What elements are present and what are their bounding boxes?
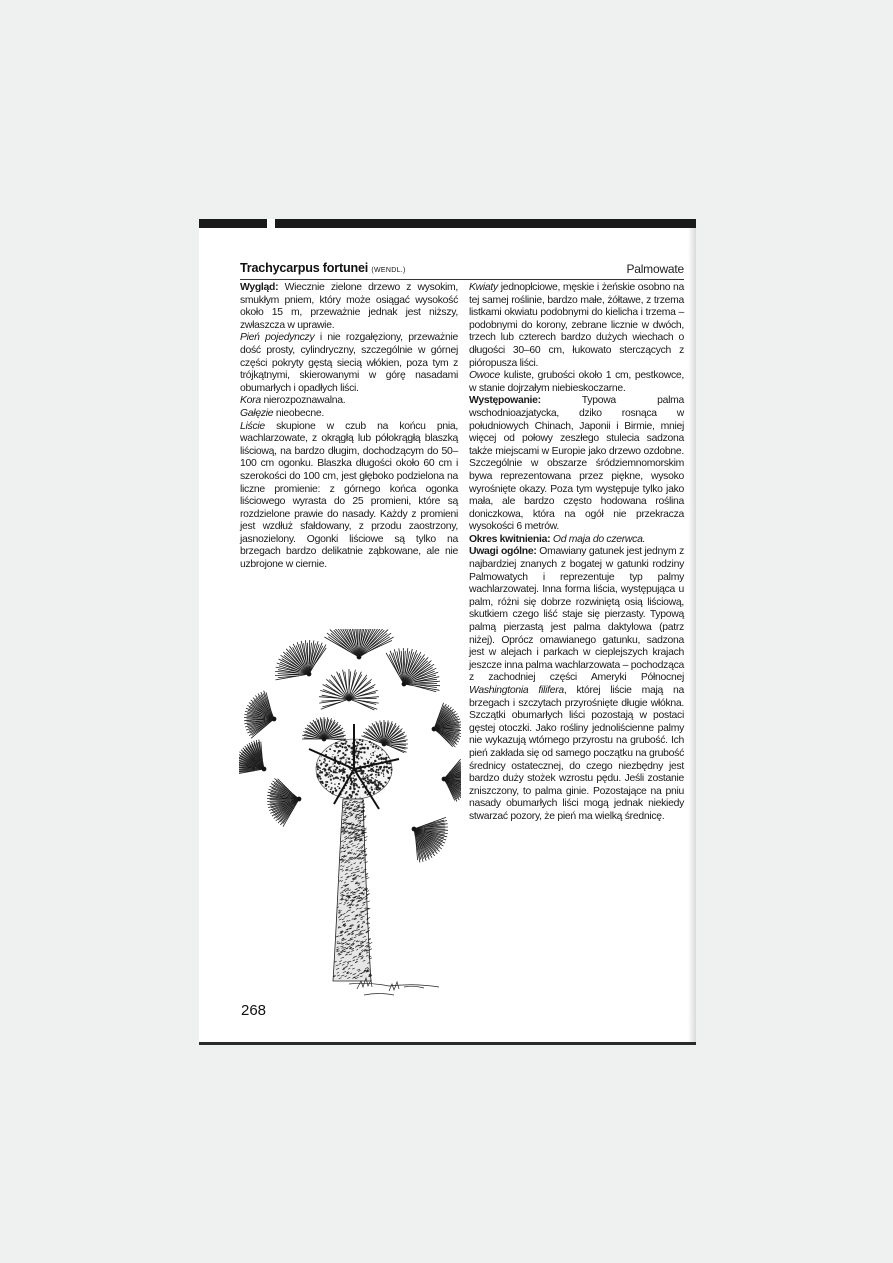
header-divider [240,279,684,280]
species-title [240,261,406,275]
family-name: Palmowate [626,262,684,276]
paragraph-galezie: Gałęzie nieobecne. [240,407,324,419]
right-text-column [469,282,684,824]
species-name: Trachycarpus fortunei [240,261,369,275]
paragraph-okres-kwitnienia: Okres kwitnienia: Od maja do czerwca. [469,533,646,545]
left-text-column [240,282,458,572]
page-header [240,261,684,279]
scan-bottom-edge [199,1042,696,1045]
paragraph-kora: Kora nierozpoznawalna. [240,395,346,407]
scan-top-edge [199,219,696,228]
page-number: 268 [241,1002,267,1019]
paragraph-wystepowanie: Występowanie: Typowa palma wschodnioazjatycka, dziko rosnąca w południowych Chinach, Japonii i Birmie, mniej więcej od połowy zeszłego stulecia sadzona także miejscami w Europie jako drzewo ozdobne. Szczególnie w obszarze śródziemnomorskim bywa reprezentowana przez piękne, wysoko wyrośnięte okazy. Poza tym występuje tylko jako mała, ale bardzo często hodowana roślina doniczkowa, która na ogół nie przekracza wysokości 6 metrów. [469,395,684,533]
scanned-page [199,219,696,1045]
scan-page-gutter [688,228,696,1042]
paragraph-kwiaty: Kwiaty jednopłciowe, męskie i żeńskie osobno na tej samej roślinie, bardzo małe, żółtawe, z trzema listkami okwiatu podobnymi do kielicha i trzema – podobnymi do korony, zebrane licznie w dwóch, trzech lub czterech bardzo dużych wiechach o długości 30–60 cm, łukowato sterczących z pióropusza liści. [469,282,684,369]
paragraph-owoce: Owoce kuliste, grubości około 1 cm, pestkowce, w stanie dojrzałym niebieskoczarne. [469,370,684,394]
palm-tree-icon [239,629,461,1017]
species-author: (WENDL.) [371,267,406,274]
paragraph-liscie: Liście skupione w czub na końcu pnia, wachlarzowate, z okrągłą lub półokrągłą blaszką liściową, na bardzo długim, dochodzącym do 50–100 cm ogonku. Blaszka długości około 60 cm i szerokości do 100 cm, jest głęboko podzielona na liczne promienie: z górnego końca ogonka liściowego wyrasta do 25 promieni, które są rozdzielone prawie do nasady. Każdy z promieni jest wzdłuż sfałdowany, z przodu zaostrzony, jasnozielony. Ogonki liściowe są tylko na brzegach bardzo delikatnie ząbkowane, ale nie uzbrojone w ciernie. [240,420,458,571]
paragraph-pien: Pień pojedynczy i nie rozgałęziony, przeważnie dość prosty, cylindryczny, szczególnie w górnej części pokryty gęstą siecią włókien, poza tym z trójkątnymi, skierowanymi w górę nasadami obumarłych i opadłych liści. [240,332,458,394]
paragraph-uwagi: Uwagi ogólne: Omawiany gatunek jest jednym z najbardziej znanych z bogatej w gatunki rodziny Palmowatych i reprezentuje typ palmy wachlarzowatej. Inna forma liścia, występująca u palm, różni się dobrze rozwiniętą osią liściową, skutkiem czego liść staje się pierzasty. Typową palmą pierzastą jest palma daktylowa (patrz niżej). Oprócz omawianego gatunku, sadzona jest w alejach i parkach w cieplejszych krajach jeszcze inna palma wachlarzowata – pochodząca z zachodniej części Ameryki Północnej Washingtonia filifera, której liście mają na brzegach i szczytach przyrośnięte długie włókna. Szczątki obumarłych liści pozostają w postaci gęstej otoczki. Jako rośliny jednoliścienne palmy nie wykazują wtórnego przyrostu na grubość. Ich pień zakłada się od samego początku na grubość średnicy ostatecznej, do czego niezbędny jest bardzo duży stożek wzrostu pędu. Jeśli zostanie zniszczony, to palma ginie. Pozostające na pniu nasady obumarłych liści mogą jednak niekiedy stwarzać pozory, że pień ma wielką średnicę. [469,546,685,822]
paragraph-wyglad: Wygląd: Wiecznie zielone drzewo z wysokim, smukłym pniem, który może osiągać wysokość około 15 m, przeważnie jednak jest niższy, zwłaszcza w uprawie. [240,282,458,331]
